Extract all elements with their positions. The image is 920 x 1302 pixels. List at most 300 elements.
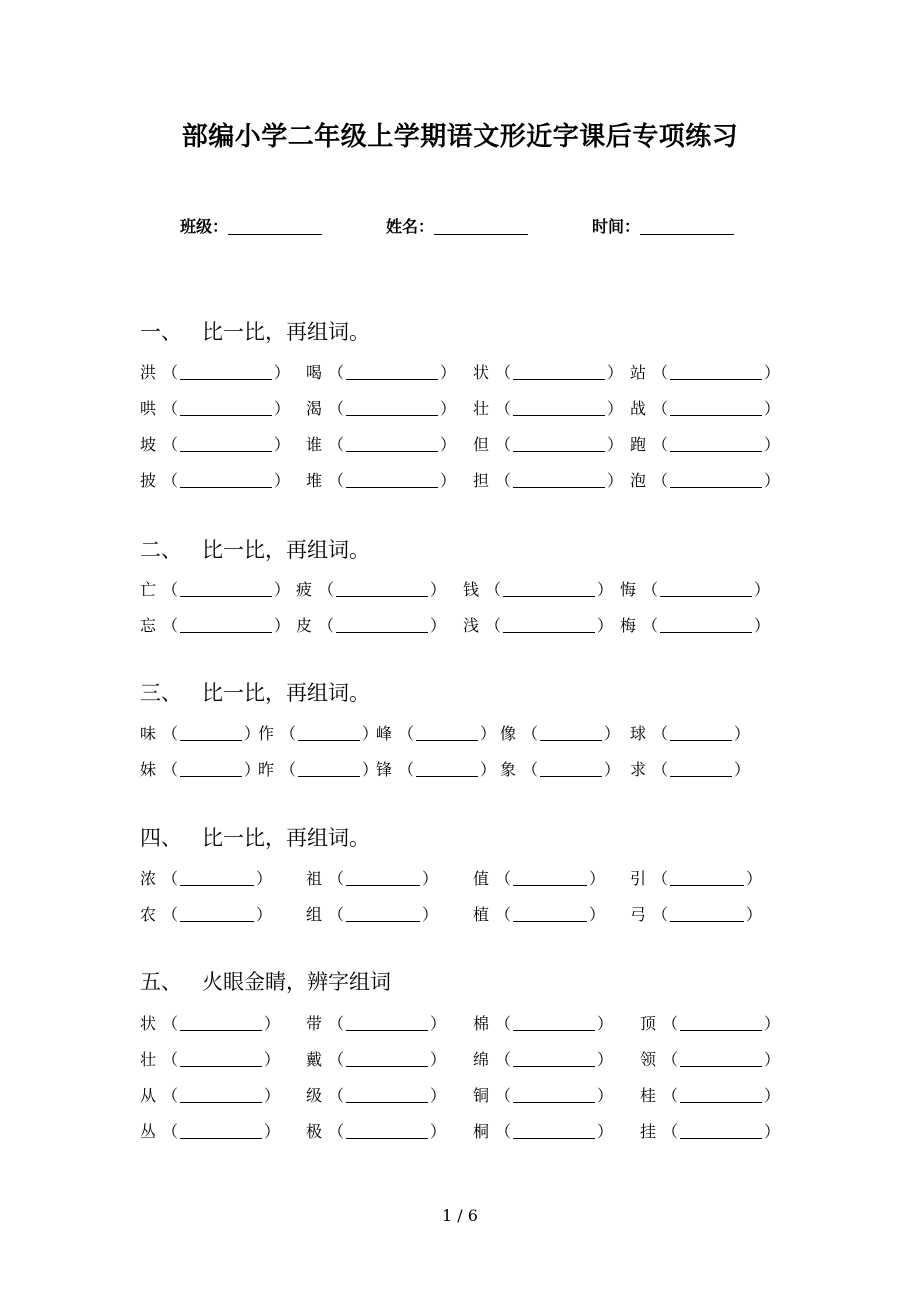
answer-blank[interactable] bbox=[503, 618, 595, 633]
character: 峰 bbox=[376, 724, 393, 743]
close-paren: ） bbox=[422, 869, 439, 888]
close-paren: ） bbox=[264, 1014, 281, 1033]
close-paren: ） bbox=[430, 1014, 447, 1033]
answer-blank[interactable] bbox=[336, 582, 428, 597]
close-paren: ） bbox=[430, 1122, 447, 1141]
word-item bbox=[640, 1119, 780, 1142]
answer-blank[interactable] bbox=[180, 762, 242, 777]
open-paren: （ bbox=[495, 905, 512, 924]
close-paren: ） bbox=[764, 1122, 781, 1141]
open-paren: （ bbox=[662, 1014, 679, 1033]
answer-blank[interactable] bbox=[513, 365, 605, 380]
close-paren: ） bbox=[597, 580, 614, 599]
character: 壮 bbox=[140, 1050, 157, 1069]
open-paren: （ bbox=[280, 724, 297, 743]
section-heading-text: 火眼金睛，辨字组词 bbox=[202, 970, 391, 994]
answer-blank[interactable] bbox=[670, 437, 762, 452]
answer-blank[interactable] bbox=[680, 1088, 762, 1103]
time-label: 时间： bbox=[592, 217, 641, 236]
open-paren: （ bbox=[398, 724, 415, 743]
word-item bbox=[306, 1083, 446, 1106]
open-paren: （ bbox=[662, 1050, 679, 1069]
section-number: 三、 bbox=[140, 681, 182, 705]
word-item bbox=[630, 757, 750, 780]
answer-blank[interactable] bbox=[513, 1016, 595, 1031]
open-paren: （ bbox=[642, 616, 659, 635]
word-item bbox=[140, 577, 290, 600]
open-paren: （ bbox=[328, 1050, 345, 1069]
word-item bbox=[140, 1083, 280, 1106]
character: 桐 bbox=[473, 1122, 490, 1141]
answer-blank[interactable] bbox=[416, 726, 478, 741]
close-paren: ） bbox=[607, 363, 624, 382]
open-paren: （ bbox=[485, 580, 502, 599]
section-number: 二、 bbox=[140, 538, 182, 562]
answer-blank[interactable] bbox=[513, 437, 605, 452]
character: 农 bbox=[140, 905, 157, 924]
answer-blank[interactable] bbox=[513, 907, 587, 922]
word-item bbox=[306, 468, 456, 491]
close-paren: ） bbox=[480, 724, 497, 743]
close-paren: ） bbox=[597, 1122, 614, 1141]
close-paren: ） bbox=[440, 471, 457, 490]
character: 极 bbox=[306, 1122, 323, 1141]
answer-blank[interactable] bbox=[180, 1088, 262, 1103]
character: 忘 bbox=[140, 616, 157, 635]
open-paren: （ bbox=[328, 1122, 345, 1141]
class-field bbox=[180, 214, 322, 237]
close-paren: ） bbox=[274, 471, 291, 490]
time-field bbox=[592, 214, 734, 237]
word-item bbox=[473, 432, 623, 455]
answer-blank[interactable] bbox=[180, 618, 272, 633]
word-item bbox=[473, 902, 605, 925]
close-paren: ） bbox=[264, 1086, 281, 1105]
character: 植 bbox=[473, 905, 490, 924]
word-item bbox=[306, 866, 438, 889]
character: 洪 bbox=[140, 363, 157, 382]
close-paren: ） bbox=[430, 1050, 447, 1069]
close-paren: ） bbox=[734, 760, 751, 779]
open-paren: （ bbox=[162, 471, 179, 490]
open-paren: （ bbox=[328, 399, 345, 418]
close-paren: ） bbox=[244, 760, 261, 779]
word-item bbox=[500, 757, 620, 780]
word-item bbox=[630, 468, 780, 491]
character: 亡 bbox=[140, 580, 157, 599]
answer-blank[interactable] bbox=[298, 726, 360, 741]
word-item bbox=[140, 613, 290, 636]
open-paren: （ bbox=[162, 1122, 179, 1141]
close-paren: ） bbox=[589, 869, 606, 888]
open-paren: （ bbox=[328, 1086, 345, 1105]
answer-blank[interactable] bbox=[540, 726, 602, 741]
open-paren: （ bbox=[162, 399, 179, 418]
close-paren: ） bbox=[764, 1014, 781, 1033]
character: 皮 bbox=[296, 616, 313, 635]
time-blank[interactable] bbox=[640, 218, 734, 235]
character: 疲 bbox=[296, 580, 313, 599]
character: 梅 bbox=[620, 616, 637, 635]
word-item bbox=[306, 902, 438, 925]
open-paren: （ bbox=[495, 435, 512, 454]
character: 弓 bbox=[630, 905, 647, 924]
close-paren: ） bbox=[274, 616, 291, 635]
answer-blank[interactable] bbox=[670, 871, 744, 886]
word-item bbox=[140, 902, 272, 925]
section-heading bbox=[140, 822, 370, 852]
close-paren: ） bbox=[430, 1086, 447, 1105]
word-item bbox=[258, 721, 378, 744]
character: 堆 bbox=[306, 471, 323, 490]
open-paren: （ bbox=[162, 580, 179, 599]
character: 跑 bbox=[630, 435, 647, 454]
answer-blank[interactable] bbox=[180, 473, 272, 488]
word-item bbox=[463, 613, 613, 636]
close-paren: ） bbox=[244, 724, 261, 743]
word-item bbox=[306, 432, 456, 455]
answer-blank[interactable] bbox=[180, 365, 272, 380]
character: 象 bbox=[500, 760, 517, 779]
answer-blank[interactable] bbox=[180, 726, 242, 741]
character: 钱 bbox=[463, 580, 480, 599]
open-paren: （ bbox=[495, 1086, 512, 1105]
close-paren: ） bbox=[754, 580, 771, 599]
character: 担 bbox=[473, 471, 490, 490]
answer-blank[interactable] bbox=[660, 618, 752, 633]
section-heading bbox=[140, 534, 370, 564]
open-paren: （ bbox=[652, 905, 669, 924]
close-paren: ） bbox=[597, 1014, 614, 1033]
word-item bbox=[630, 902, 762, 925]
answer-blank[interactable] bbox=[346, 365, 438, 380]
word-item bbox=[640, 1083, 780, 1106]
close-paren: ） bbox=[430, 580, 447, 599]
close-paren: ） bbox=[746, 869, 763, 888]
section-heading bbox=[140, 316, 370, 346]
answer-blank[interactable] bbox=[660, 582, 752, 597]
open-paren: （ bbox=[652, 760, 669, 779]
character: 戴 bbox=[306, 1050, 323, 1069]
character: 浅 bbox=[463, 616, 480, 635]
answer-blank[interactable] bbox=[180, 437, 272, 452]
close-paren: ） bbox=[607, 471, 624, 490]
character: 级 bbox=[306, 1086, 323, 1105]
open-paren: （ bbox=[318, 580, 335, 599]
word-item bbox=[306, 396, 456, 419]
answer-blank[interactable] bbox=[180, 1052, 262, 1067]
word-item bbox=[376, 757, 496, 780]
character: 浓 bbox=[140, 869, 157, 888]
close-paren: ） bbox=[607, 399, 624, 418]
word-item bbox=[140, 866, 272, 889]
word-item bbox=[620, 577, 770, 600]
word-item bbox=[140, 468, 290, 491]
answer-blank[interactable] bbox=[513, 871, 587, 886]
character: 味 bbox=[140, 724, 157, 743]
character: 昨 bbox=[258, 760, 275, 779]
close-paren: ） bbox=[734, 724, 751, 743]
open-paren: （ bbox=[495, 1014, 512, 1033]
answer-blank[interactable] bbox=[670, 726, 732, 741]
close-paren: ） bbox=[597, 1086, 614, 1105]
close-paren: ） bbox=[440, 435, 457, 454]
word-item bbox=[140, 396, 290, 419]
word-item bbox=[620, 613, 770, 636]
close-paren: ） bbox=[607, 435, 624, 454]
close-paren: ） bbox=[589, 905, 606, 924]
close-paren: ） bbox=[440, 363, 457, 382]
section-heading-text: 比一比，再组词。 bbox=[202, 320, 370, 344]
close-paren: ） bbox=[264, 1122, 281, 1141]
character: 锋 bbox=[376, 760, 393, 779]
section-number: 四、 bbox=[140, 826, 182, 850]
open-paren: （ bbox=[328, 1014, 345, 1033]
section-number: 一、 bbox=[140, 320, 182, 344]
answer-blank[interactable] bbox=[346, 1016, 428, 1031]
character: 谁 bbox=[306, 435, 323, 454]
word-item bbox=[306, 1047, 446, 1070]
answer-blank[interactable] bbox=[180, 871, 254, 886]
open-paren: （ bbox=[162, 905, 179, 924]
close-paren: ） bbox=[604, 760, 621, 779]
close-paren: ） bbox=[440, 399, 457, 418]
character: 铜 bbox=[473, 1086, 490, 1105]
word-item bbox=[140, 1011, 280, 1034]
answer-blank[interactable] bbox=[680, 1016, 762, 1031]
character: 状 bbox=[473, 363, 490, 382]
character: 喝 bbox=[306, 363, 323, 382]
open-paren: （ bbox=[522, 760, 539, 779]
close-paren: ） bbox=[274, 399, 291, 418]
open-paren: （ bbox=[398, 760, 415, 779]
character: 壮 bbox=[473, 399, 490, 418]
word-item bbox=[473, 468, 623, 491]
answer-blank[interactable] bbox=[680, 1124, 762, 1139]
answer-blank[interactable] bbox=[503, 582, 595, 597]
answer-blank[interactable] bbox=[670, 907, 744, 922]
close-paren: ） bbox=[362, 760, 379, 779]
name-label: 姓名： bbox=[386, 217, 435, 236]
character: 值 bbox=[473, 869, 490, 888]
open-paren: （ bbox=[162, 1014, 179, 1033]
word-item bbox=[630, 360, 780, 383]
answer-blank[interactable] bbox=[346, 1052, 428, 1067]
close-paren: ） bbox=[764, 363, 781, 382]
answer-blank[interactable] bbox=[336, 618, 428, 633]
character: 绵 bbox=[473, 1050, 490, 1069]
open-paren: （ bbox=[652, 869, 669, 888]
close-paren: ） bbox=[764, 399, 781, 418]
open-paren: （ bbox=[280, 760, 297, 779]
answer-blank[interactable] bbox=[346, 437, 438, 452]
close-paren: ） bbox=[422, 905, 439, 924]
word-item bbox=[140, 432, 290, 455]
open-paren: （ bbox=[485, 616, 502, 635]
character: 领 bbox=[640, 1050, 657, 1069]
close-paren: ） bbox=[764, 471, 781, 490]
character: 丛 bbox=[140, 1122, 157, 1141]
character: 带 bbox=[306, 1014, 323, 1033]
character: 引 bbox=[630, 869, 647, 888]
close-paren: ） bbox=[754, 616, 771, 635]
answer-blank[interactable] bbox=[670, 401, 762, 416]
character: 从 bbox=[140, 1086, 157, 1105]
close-paren: ） bbox=[764, 1086, 781, 1105]
character: 战 bbox=[630, 399, 647, 418]
open-paren: （ bbox=[328, 471, 345, 490]
character: 棉 bbox=[473, 1014, 490, 1033]
word-item bbox=[640, 1047, 780, 1070]
word-item bbox=[473, 396, 623, 419]
section-heading-text: 比一比，再组词。 bbox=[202, 826, 370, 850]
answer-blank[interactable] bbox=[180, 401, 272, 416]
character: 站 bbox=[630, 363, 647, 382]
answer-blank[interactable] bbox=[346, 401, 438, 416]
word-item bbox=[258, 757, 378, 780]
close-paren: ） bbox=[764, 1050, 781, 1069]
word-item bbox=[376, 721, 496, 744]
open-paren: （ bbox=[495, 869, 512, 888]
open-paren: （ bbox=[652, 724, 669, 743]
open-paren: （ bbox=[162, 1050, 179, 1069]
answer-blank[interactable] bbox=[298, 762, 360, 777]
close-paren: ） bbox=[746, 905, 763, 924]
word-item bbox=[140, 1119, 280, 1142]
answer-blank[interactable] bbox=[540, 762, 602, 777]
answer-blank[interactable] bbox=[346, 871, 420, 886]
character: 组 bbox=[306, 905, 323, 924]
character: 祖 bbox=[306, 869, 323, 888]
open-paren: （ bbox=[662, 1122, 679, 1141]
open-paren: （ bbox=[662, 1086, 679, 1105]
character: 作 bbox=[258, 724, 275, 743]
word-item bbox=[640, 1011, 780, 1034]
open-paren: （ bbox=[652, 363, 669, 382]
close-paren: ） bbox=[604, 724, 621, 743]
open-paren: （ bbox=[328, 869, 345, 888]
word-item bbox=[473, 1047, 613, 1070]
answer-blank[interactable] bbox=[670, 365, 762, 380]
word-item bbox=[630, 396, 780, 419]
answer-blank[interactable] bbox=[346, 907, 420, 922]
word-item bbox=[306, 1011, 446, 1034]
class-label: 班级： bbox=[180, 217, 229, 236]
answer-blank[interactable] bbox=[180, 1016, 262, 1031]
answer-blank[interactable] bbox=[180, 907, 254, 922]
close-paren: ） bbox=[430, 616, 447, 635]
word-item bbox=[473, 1083, 613, 1106]
close-paren: ） bbox=[597, 616, 614, 635]
answer-blank[interactable] bbox=[346, 473, 438, 488]
open-paren: （ bbox=[522, 724, 539, 743]
open-paren: （ bbox=[642, 580, 659, 599]
character: 但 bbox=[473, 435, 490, 454]
character: 渴 bbox=[306, 399, 323, 418]
close-paren: ） bbox=[764, 435, 781, 454]
character: 悔 bbox=[620, 580, 637, 599]
section-heading bbox=[140, 677, 370, 707]
page-number: 1 / 6 bbox=[442, 1206, 478, 1225]
word-item bbox=[140, 1047, 280, 1070]
close-paren: ） bbox=[597, 1050, 614, 1069]
close-paren: ） bbox=[274, 363, 291, 382]
character: 求 bbox=[630, 760, 647, 779]
character: 披 bbox=[140, 471, 157, 490]
character: 状 bbox=[140, 1014, 157, 1033]
open-paren: （ bbox=[652, 435, 669, 454]
word-item bbox=[140, 721, 260, 744]
answer-blank[interactable] bbox=[346, 1124, 428, 1139]
close-paren: ） bbox=[274, 435, 291, 454]
open-paren: （ bbox=[162, 724, 179, 743]
close-paren: ） bbox=[362, 724, 379, 743]
open-paren: （ bbox=[652, 471, 669, 490]
open-paren: （ bbox=[318, 616, 335, 635]
open-paren: （ bbox=[162, 363, 179, 382]
answer-blank[interactable] bbox=[670, 762, 732, 777]
character: 妹 bbox=[140, 760, 157, 779]
answer-blank[interactable] bbox=[513, 1088, 595, 1103]
word-item bbox=[500, 721, 620, 744]
character: 桂 bbox=[640, 1086, 657, 1105]
name-blank[interactable] bbox=[434, 218, 528, 235]
character: 像 bbox=[500, 724, 517, 743]
word-item bbox=[140, 360, 290, 383]
answer-blank[interactable] bbox=[416, 762, 478, 777]
open-paren: （ bbox=[162, 760, 179, 779]
close-paren: ） bbox=[256, 869, 273, 888]
answer-blank[interactable] bbox=[513, 1124, 595, 1139]
answer-blank[interactable] bbox=[180, 582, 272, 597]
open-paren: （ bbox=[495, 1122, 512, 1141]
close-paren: ） bbox=[274, 580, 291, 599]
word-item bbox=[306, 360, 456, 383]
open-paren: （ bbox=[495, 363, 512, 382]
word-item bbox=[296, 613, 446, 636]
word-item bbox=[473, 1011, 613, 1034]
name-field bbox=[386, 214, 528, 237]
character: 泡 bbox=[630, 471, 647, 490]
open-paren: （ bbox=[162, 869, 179, 888]
open-paren: （ bbox=[328, 905, 345, 924]
open-paren: （ bbox=[162, 616, 179, 635]
section-heading-text: 比一比，再组词。 bbox=[202, 681, 370, 705]
open-paren: （ bbox=[328, 435, 345, 454]
word-item bbox=[463, 577, 613, 600]
close-paren: ） bbox=[256, 905, 273, 924]
word-item bbox=[473, 866, 605, 889]
word-item bbox=[630, 721, 750, 744]
word-item bbox=[140, 757, 260, 780]
word-item bbox=[296, 577, 446, 600]
answer-blank[interactable] bbox=[680, 1052, 762, 1067]
close-paren: ） bbox=[480, 760, 497, 779]
open-paren: （ bbox=[328, 363, 345, 382]
answer-blank[interactable] bbox=[513, 1052, 595, 1067]
open-paren: （ bbox=[162, 1086, 179, 1105]
answer-blank[interactable] bbox=[513, 473, 605, 488]
answer-blank[interactable] bbox=[513, 401, 605, 416]
open-paren: （ bbox=[495, 399, 512, 418]
class-blank[interactable] bbox=[228, 218, 322, 235]
open-paren: （ bbox=[495, 1050, 512, 1069]
page-title: 部编小学二年级上学期语文形近字课后专项练习 bbox=[181, 122, 739, 152]
section-heading bbox=[140, 966, 391, 996]
answer-blank[interactable] bbox=[180, 1124, 262, 1139]
answer-blank[interactable] bbox=[670, 473, 762, 488]
answer-blank[interactable] bbox=[346, 1088, 428, 1103]
